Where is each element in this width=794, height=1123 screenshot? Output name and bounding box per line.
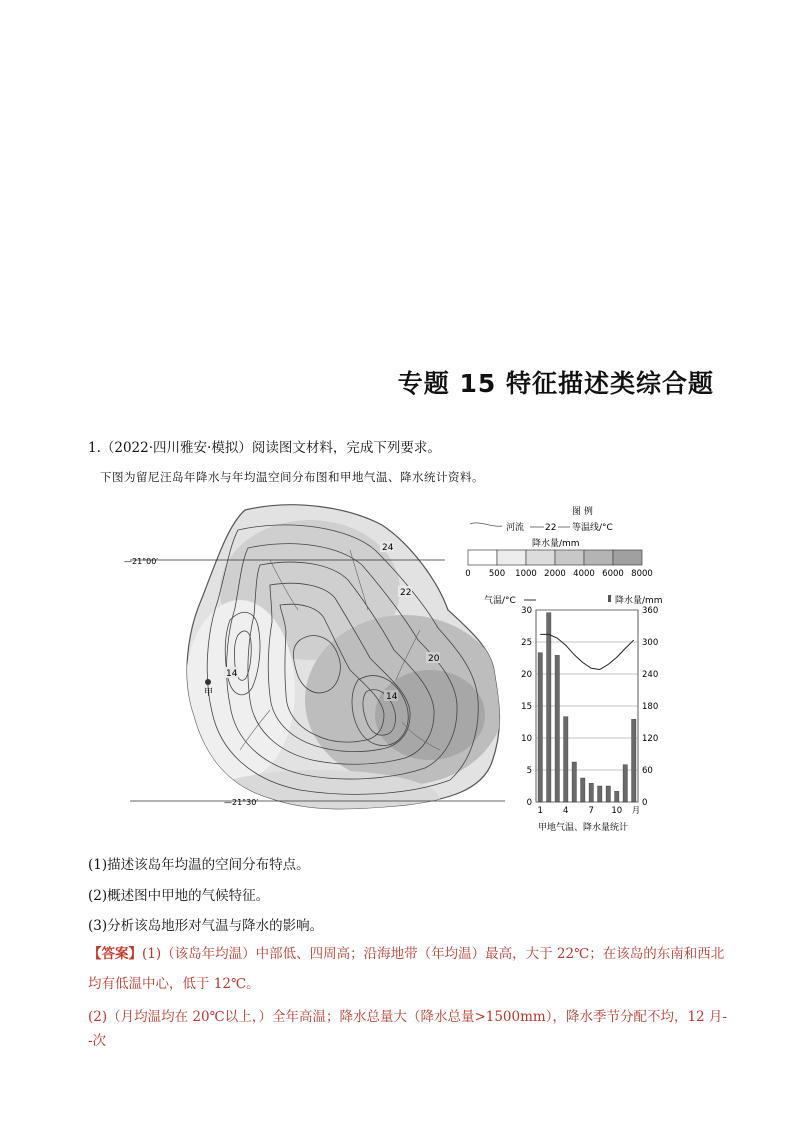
temp-tick-label: 0: [526, 798, 532, 808]
climate-chart: [484, 594, 663, 833]
chart-title: 甲地气温、降水量统计: [538, 823, 629, 833]
precip-bar: [606, 786, 610, 802]
precip-tick-label: 2000: [544, 569, 566, 579]
precip-tick-label: 360: [642, 606, 659, 616]
page-title: 专题 15 特征描述类综合题: [397, 369, 714, 398]
temp-tick-label: 10: [521, 734, 532, 744]
x-unit-label: 月: [631, 806, 641, 816]
precip-scale-cell: [468, 550, 497, 565]
precip-tick-label: 300: [642, 638, 659, 648]
precip-scale-cell: [613, 550, 642, 565]
legend-title: 图 例: [572, 507, 593, 517]
precip-scale-cell: [497, 550, 526, 565]
precip-tick-label: 180: [642, 702, 659, 712]
place-marker-icon: [205, 679, 211, 685]
figure: [120, 500, 680, 840]
isotherm-label: 14: [386, 692, 398, 702]
precip-tick-label: 1000: [515, 569, 537, 579]
answer-line-1: 【答案】(1)（该岛年均温）中部低、四周高；沿海地带（年均温）最高，大于 22℃；在该岛的东南和西北: [88, 946, 725, 962]
place-label: 甲: [204, 688, 214, 698]
lat-bottom-label: —21°30′: [224, 798, 259, 807]
precip-tick-label: 60: [642, 766, 653, 776]
isotherm-label: 22: [400, 588, 412, 598]
river-legend-icon: [470, 523, 502, 526]
x-tick-label: 4: [563, 806, 569, 816]
map-legend: [465, 505, 653, 579]
precip-bar: [589, 783, 593, 802]
sub-question-3: (3)分析该岛地形对气温与降水的影响。: [88, 918, 324, 934]
precip-tick-label: 240: [642, 670, 659, 680]
precip-tick-label: 6000: [602, 569, 624, 579]
lat-top-label: —21°00′: [124, 557, 159, 566]
temp-tick-label: 15: [521, 702, 532, 712]
legend-isotherm-value: 22: [545, 523, 557, 533]
precip-bar: [598, 786, 602, 802]
precip-scale-cell: [584, 550, 613, 565]
precip-bar: [564, 717, 568, 802]
precip-tick-label: 120: [642, 734, 659, 744]
sub-question-2: (2)概述图中甲地的气候特征。: [88, 888, 270, 904]
x-tick-label: 7: [588, 806, 594, 816]
precip-scale-cell: [555, 550, 584, 565]
precip-scale: [465, 550, 653, 579]
answer-tag: 【答案】: [88, 946, 142, 962]
left-axis-label: 气温/°C: [484, 596, 516, 606]
precip-tick-label: 0: [465, 569, 471, 579]
answer-line-2: 均有低温中心，低于 12℃。: [88, 976, 260, 992]
legend-precip-title: 降水量/mm: [532, 539, 580, 549]
temp-tick-label: 25: [521, 638, 532, 648]
precip-bar: [555, 655, 559, 802]
question-head: 1.（2022·四川雅安·模拟）阅读图文材料，完成下列要求。: [88, 440, 441, 456]
x-tick-label: 1: [537, 806, 543, 816]
precip-bar: [623, 765, 627, 802]
precip-tick-label: 0: [642, 798, 648, 808]
isotherm-label: 20: [428, 654, 440, 664]
temp-tick-label: 30: [521, 606, 532, 616]
precip-bar: [581, 778, 585, 802]
precip-bar: [572, 762, 576, 802]
temp-tick-label: 20: [521, 670, 532, 680]
isotherm-label: 14: [226, 669, 238, 679]
question-intro: 下图为留尼汪岛年降水与年均温空间分布图和甲地气温、降水统计资料。: [100, 470, 484, 484]
x-tick-label: 10: [611, 806, 623, 816]
precip-scale-cell: [526, 550, 555, 565]
precip-bar: [615, 791, 619, 802]
legend-isotherm: 等温线/°C: [572, 523, 613, 533]
precip-tick-label: 4000: [573, 569, 595, 579]
precip-tick-label: 8000: [631, 569, 653, 579]
precip-tick-label: 500: [488, 569, 506, 579]
precip-bar: [632, 719, 636, 802]
sub-question-1: (1)描述该岛年均温的空间分布特点。: [88, 857, 310, 873]
isotherm-label: 24: [382, 543, 394, 553]
precip-bar: [538, 653, 542, 802]
island-map: [124, 505, 505, 830]
temp-tick-label: 5: [526, 766, 532, 776]
answer-line-3: (2)（月均温均在 20℃以上，）全年高温；降水总量大（降水总量>1500mm），降水季节分配不均，12 月--次: [88, 1009, 727, 1049]
legend-river: 河流: [506, 523, 525, 533]
temperature-line: [540, 634, 634, 669]
precip-bar: [547, 613, 551, 802]
right-axis-label: 降水量/mm: [615, 596, 663, 606]
